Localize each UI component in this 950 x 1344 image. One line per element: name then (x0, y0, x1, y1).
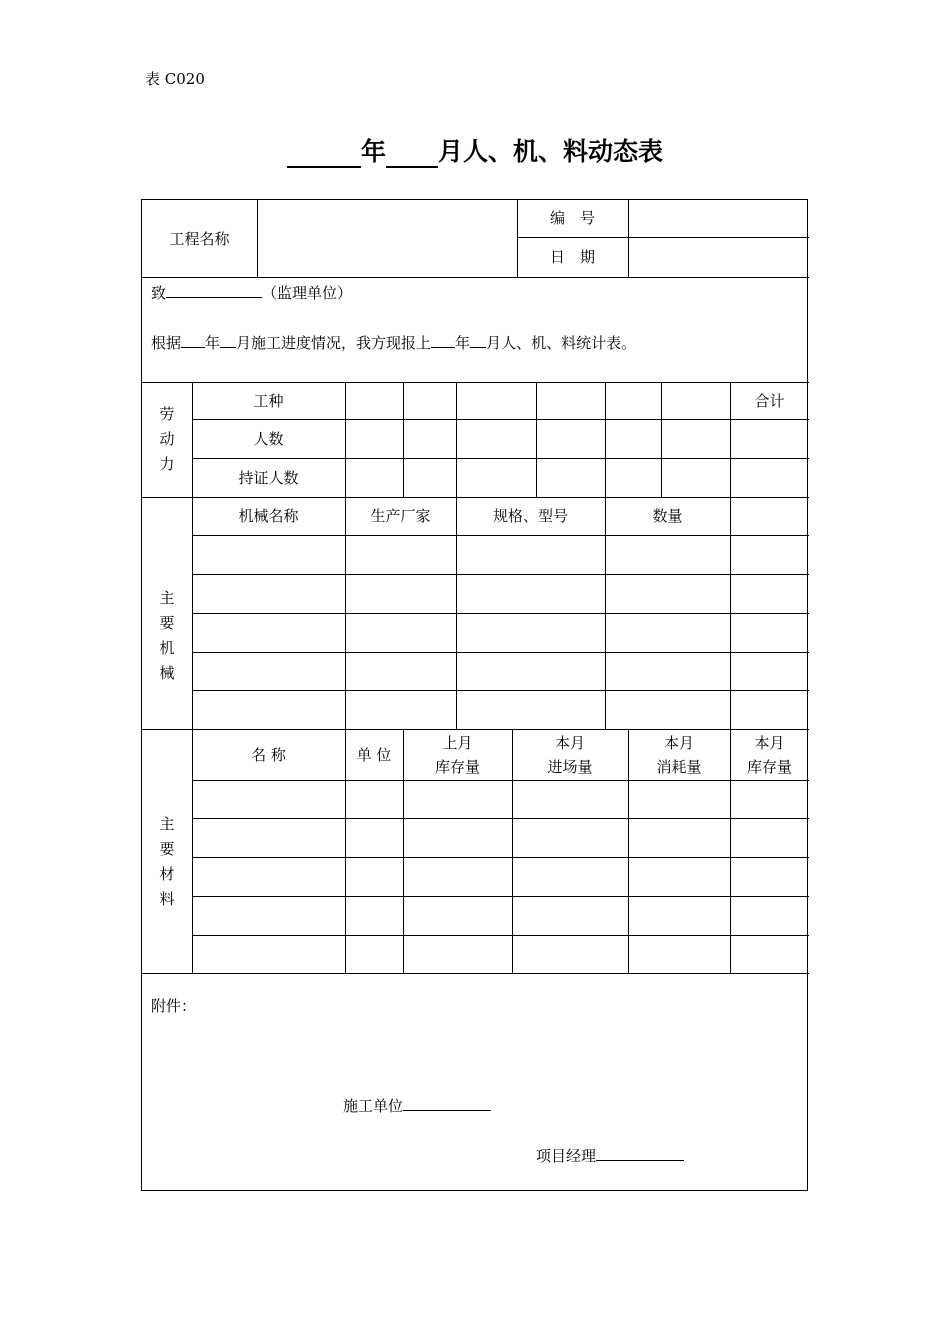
labor-certified-label: 持证人数 (238, 469, 299, 487)
form-table (141, 199, 808, 1191)
manufacturer-header: 生产厂家 (370, 507, 431, 525)
address-line: 致 （监理单位） (151, 280, 352, 305)
machine-name-header: 机械名称 (238, 507, 299, 525)
report-statement: 根据 年 月施工进度情况，我方现报上 年 月人、机、料统计表。 (151, 330, 636, 355)
labor-trade-label: 工种 (253, 392, 284, 410)
date-label: 日 期 (549, 248, 595, 266)
project-manager-signature: 项目经理 (536, 1143, 684, 1168)
month-consumption-header: 本月 消耗量 (656, 734, 702, 776)
form-code: 表 C020 (145, 70, 205, 88)
spec-model-header: 规格、型号 (492, 507, 568, 525)
machinery-label: 主 要 机 械 (159, 589, 175, 682)
month-blank[interactable] (386, 142, 438, 168)
page-title: 年 月人、机、料动态表 (0, 132, 950, 168)
year-blank[interactable] (287, 142, 361, 168)
labor-count-label: 人数 (253, 430, 284, 448)
date-field[interactable] (629, 238, 809, 277)
construction-unit-blank[interactable] (403, 1093, 491, 1111)
project-name-field[interactable] (258, 200, 517, 277)
quantity-header: 数量 (652, 507, 683, 525)
project-manager-blank[interactable] (596, 1143, 684, 1161)
labor-total-label: 合计 (754, 392, 785, 410)
material-name-header: 名 称 (251, 746, 286, 764)
construction-unit-signature: 施工单位 (343, 1093, 491, 1118)
number-label: 编 号 (549, 209, 595, 227)
labor-label: 劳 动 力 (159, 405, 175, 473)
materials-label: 主 要 材 料 (159, 815, 175, 908)
supervisor-blank[interactable] (166, 280, 262, 298)
month-stock-header: 本月 库存量 (746, 734, 792, 776)
number-field[interactable] (629, 200, 809, 237)
last-month-stock-header: 上月 库存量 (434, 734, 480, 776)
attachment-label: 附件： (151, 997, 197, 1015)
material-unit-header: 单 位 (356, 746, 392, 764)
project-name-label: 工程名称 (169, 230, 230, 248)
month-incoming-header: 本月 进场量 (547, 734, 593, 776)
